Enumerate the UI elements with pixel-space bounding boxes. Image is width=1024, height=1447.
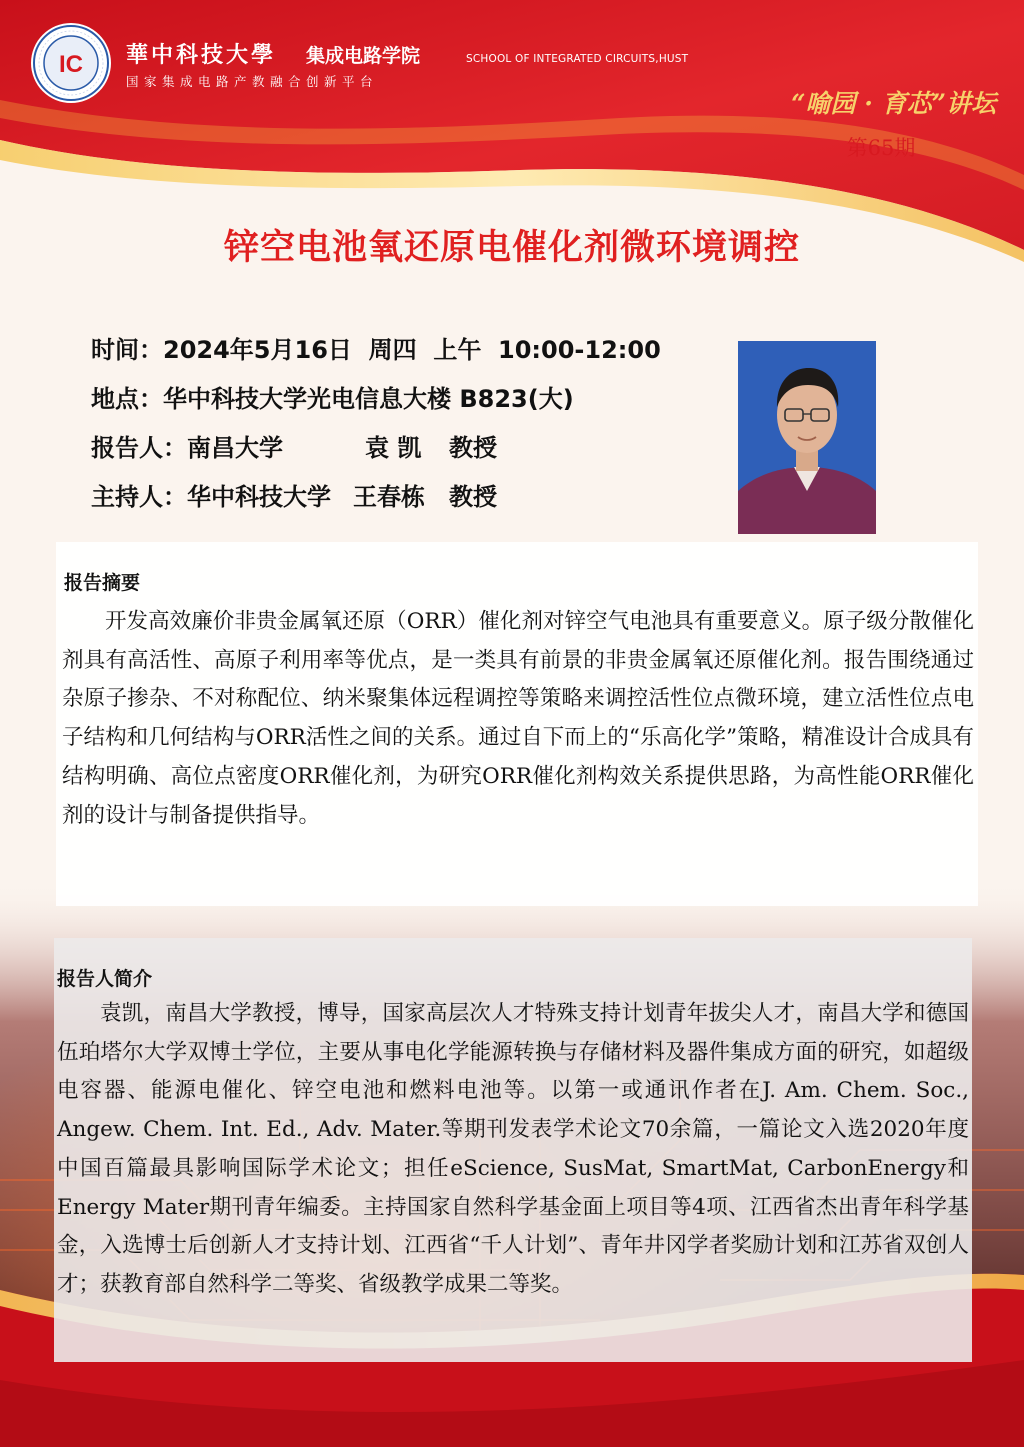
time-value: 2024年5月16日 周四 上午 10:00-12:00	[163, 336, 661, 364]
bio-body: 袁凯，南昌大学教授，博导，国家高层次人才特殊支持计划青年拔尖人才，南昌大学和德国伍珀塔尔大学双博士学位，主要从事电化学能源转换与存储材料及器件集成方面的研究，如超级电容器、能源电催化、锌空电池和燃料电池等。以第一或通讯作者在J. Am. Chem. Soc., Angew. Chem. Int. Ed., Adv. Mater.等期刊发表学术论文70余篇，一篇论文入选2020年度中国百篇最具影响国际学术论文；担任eScience, SusMat, SmartMat, CarbonEnergy和Energy Mater期刊青年编委。主持国家自然科学基金面上项目等4项、江西省杰出青年科学基金，入选博士后创新人才支持计划、江西省“千人计划”、青年井冈学者奖励计划和江苏省双创人才；获教育部自然科学二等奖、省级教学成果二等奖。	[57, 1001, 969, 1297]
speaker-photo	[738, 341, 876, 534]
host-affiliation: 华中科技大学	[187, 483, 331, 511]
speaker-label: 报告人：	[91, 434, 187, 462]
platform-name: 国家集成电路产教融合创新平台	[126, 74, 379, 89]
abstract-body: 开发高效廉价非贵金属氧还原（ORR）催化剂对锌空气电池具有重要意义。原子级分散催化剂具有高活性、高原子利用率等优点，是一类具有前景的非贵金属氧还原催化剂。报告围绕通过杂原子掺杂、不对称配位、纳米聚集体远程调控等策略来调控活性位点微环境，建立活性位点电子结构和几何结构与ORR活性之间的关系。通过自下而上的“乐高化学”策略，精准设计合成具有结构明确、高位点密度ORR催化剂，为研究ORR催化剂构效关系提供思路，为高性能ORR催化剂的设计与制备提供指导。	[62, 609, 974, 828]
university-name: 華中科技大學	[126, 42, 277, 68]
university-logo	[30, 22, 112, 104]
speaker-title: 教授	[449, 434, 497, 462]
host-title: 教授	[449, 483, 497, 511]
host-label: 主持人：	[91, 483, 187, 511]
place-label: 地点：	[91, 385, 163, 413]
department-name: 集成电路学院	[306, 45, 421, 67]
host-row	[91, 480, 497, 514]
logo-mark: IC	[59, 51, 83, 78]
abstract-heading: 报告摘要	[64, 572, 141, 594]
talk-title: 锌空电池氧还原电催化剂微环境调控	[223, 228, 800, 268]
time-row	[91, 333, 661, 367]
time-label: 时间：	[91, 336, 163, 364]
place-value: 华中科技大学光电信息大楼 B823(大)	[163, 385, 574, 413]
abstract-section	[56, 542, 978, 906]
host-name: 王春栋	[353, 483, 425, 511]
forum-name: “喻园 · 育芯”讲坛	[791, 89, 996, 118]
bio-heading: 报告人简介	[57, 968, 153, 990]
bio-section	[54, 938, 972, 1362]
speaker-affiliation: 南昌大学	[187, 434, 283, 462]
speaker-row	[91, 431, 497, 465]
department-name-en: SCHOOL OF INTEGRATED CIRCUITS,HUST	[466, 53, 689, 65]
issue-number: 第65期	[846, 136, 916, 160]
speaker-name: 袁 凯	[365, 434, 422, 462]
place-row	[91, 382, 574, 416]
